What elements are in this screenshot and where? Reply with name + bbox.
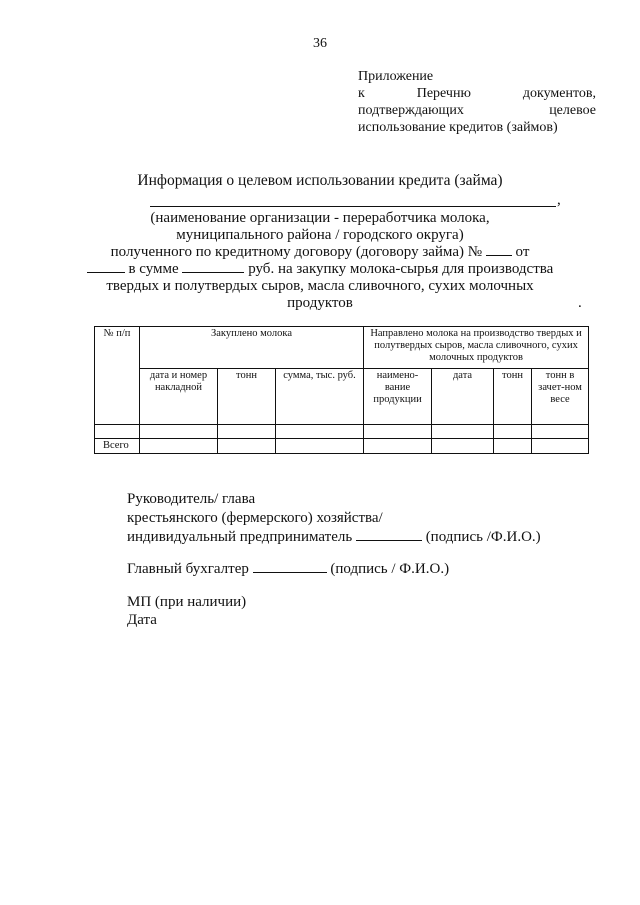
table-cell <box>494 439 532 454</box>
appendix-line-1: Приложение <box>358 69 434 84</box>
header-number: № п/п <box>95 327 140 425</box>
header-tons: тонн <box>218 369 276 425</box>
appendix-word: к <box>358 86 365 101</box>
body-text: от <box>515 244 530 260</box>
contract-number-blank <box>486 255 512 256</box>
milk-usage-table <box>94 326 589 454</box>
accountant-signature-line <box>127 560 449 578</box>
header-date-invoice: дата и номер накладной <box>140 369 218 425</box>
body-text: в сумме <box>128 261 179 277</box>
table-subheader-row <box>95 369 589 425</box>
appendix-line-3 <box>358 102 596 119</box>
header-milk-bought: Закуплено молока <box>140 327 364 369</box>
table-cell <box>532 439 589 454</box>
amount-blank <box>182 272 244 273</box>
table-cell <box>432 439 494 454</box>
accountant-signature-blank <box>253 572 327 573</box>
table-cell <box>432 425 494 439</box>
header-tons-credit-weight: тонн в зачет-ном весе <box>532 369 589 425</box>
accountant-signature-caption: (подпись / Ф.И.О.) <box>330 561 450 577</box>
table-total-row <box>95 439 589 454</box>
table-cell <box>95 425 140 439</box>
body-line-1 <box>0 244 640 261</box>
body-line-2 <box>0 261 640 278</box>
table-cell <box>364 425 432 439</box>
stamp-place: МП (при наличии) <box>127 594 247 610</box>
head-signature-caption: (подпись /Ф.И.О.) <box>425 529 541 545</box>
table-cell <box>532 425 589 439</box>
header-milk-directed: Направлено молока на производство твердых и полутвердых сыров, масла сливочного, сухих молочных продуктов <box>364 327 589 369</box>
header-sum: сумма, тыс. руб. <box>276 369 364 425</box>
table-header-row <box>95 327 589 369</box>
page-number: 36 <box>313 36 327 51</box>
table-cell <box>364 439 432 454</box>
org-caption-line-2: муниципального района / городского округа) <box>176 227 464 243</box>
body-text: полученного по кредитному договору (договору займа) № <box>110 244 483 260</box>
contract-date-blank <box>87 272 125 273</box>
head-title-line-1: Руководитель/ глава <box>127 491 256 507</box>
accountant-label: Главный бухгалтер <box>127 561 249 577</box>
appendix-line-4: использование кредитов (займов) <box>358 120 558 135</box>
title-comma: , <box>557 192 561 208</box>
table-row <box>95 425 589 439</box>
table-cell <box>140 425 218 439</box>
organization-blank-line <box>150 206 556 207</box>
body-dot: . <box>578 295 582 311</box>
document-title: Информация о целевом использовании кредита (займа) <box>137 172 503 189</box>
body-text: руб. на закупку молока-сырья для производства <box>248 261 554 277</box>
total-label: Всего <box>95 439 140 454</box>
body-line-3: твердых и полутвердых сыров, масла сливочного, сухих молочных <box>106 278 534 294</box>
body-line-4: продуктов <box>287 295 353 311</box>
org-caption-line-1: (наименование организации - переработчика молока, <box>150 210 490 226</box>
table-cell <box>218 439 276 454</box>
date-label: Дата <box>127 612 157 628</box>
head-signature-line <box>127 528 541 546</box>
table-cell <box>218 425 276 439</box>
appendix-note <box>358 68 596 136</box>
head-signature-blank <box>356 540 422 541</box>
appendix-word: целевое <box>549 103 596 118</box>
table-cell <box>140 439 218 454</box>
appendix-word: документов, <box>522 86 596 101</box>
head-title-line-3: индивидуальный предприниматель <box>127 529 353 545</box>
header-tons-2: тонн <box>494 369 532 425</box>
appendix-line-2 <box>358 85 596 102</box>
head-title-line-2: крестьянского (фермерского) хозяйства/ <box>127 510 383 526</box>
header-product-name: наимено-вание продукции <box>364 369 432 425</box>
header-date: дата <box>432 369 494 425</box>
table-cell <box>276 425 364 439</box>
table-cell <box>494 425 532 439</box>
appendix-word: подтверждающих <box>358 103 464 118</box>
appendix-word: Перечню <box>416 86 471 101</box>
table-cell <box>276 439 364 454</box>
